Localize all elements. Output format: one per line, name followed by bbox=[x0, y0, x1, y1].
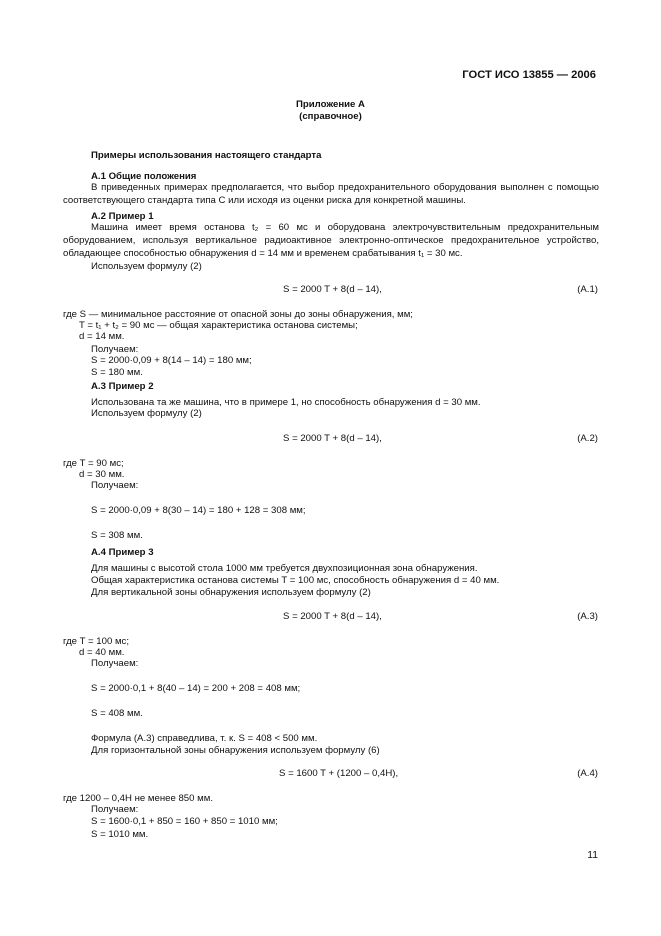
formula-a4-number: (А.4) bbox=[577, 768, 598, 779]
a3-use-formula: Используем формулу (2) bbox=[91, 408, 202, 419]
a3-where-1: где T = 90 мс; bbox=[63, 458, 124, 469]
a2-where-1: где S — минимальное расстояние от опасной зоны до зоны обнаружения, мм; bbox=[63, 309, 413, 320]
section-title: Примеры использования настоящего стандарта bbox=[91, 150, 322, 161]
a3-calc-2: S = 308 мм. bbox=[91, 530, 143, 541]
a4-where-1: где T = 100 мс; bbox=[63, 636, 130, 647]
a2-heading: А.2 Пример 1 bbox=[91, 211, 154, 222]
a2-get: Получаем: bbox=[91, 344, 139, 355]
a4-valid: Формула (А.3) справедлива, т. к. S = 408 < 500 мм. bbox=[91, 733, 318, 744]
a4-paragraph-1: Для машины с высотой стола 1000 мм требуется двухпозиционная зона обнаружения. bbox=[91, 563, 478, 574]
a2-where-3: d = 14 мм. bbox=[79, 331, 125, 342]
a3-paragraph: Использована та же машина, что в примере 1, но способность обнаружения d = 30 мм. bbox=[91, 397, 481, 408]
a4-where-2: d = 40 мм. bbox=[79, 647, 125, 658]
a3-get: Получаем: bbox=[91, 480, 139, 491]
formula-a2-number: (А.2) bbox=[577, 433, 598, 444]
a4-calc-4: S = 1010 мм. bbox=[91, 829, 149, 840]
a3-heading: А.3 Пример 2 bbox=[91, 381, 154, 392]
a2-calc-2: S = 180 мм. bbox=[91, 367, 143, 378]
page-number: 11 bbox=[587, 850, 598, 861]
a2-calc-1: S = 2000·0,09 + 8(14 – 14) = 180 мм; bbox=[91, 355, 252, 366]
formula-a2: S = 2000 T + 8(d – 14), bbox=[283, 433, 382, 444]
appendix-subtitle: (справочное) bbox=[299, 111, 362, 122]
formula-a3-number: (А.3) bbox=[577, 611, 598, 622]
a4-get-2: Получаем: bbox=[91, 804, 139, 815]
appendix-title: Приложение А bbox=[296, 99, 365, 110]
a4-get: Получаем: bbox=[91, 658, 139, 669]
a3-where-2: d = 30 мм. bbox=[79, 469, 125, 480]
a2-use-formula: Используем формулу (2) bbox=[91, 261, 202, 272]
formula-a4: S = 1600 T + (1200 – 0,4H), bbox=[279, 768, 399, 779]
a3-calc-1: S = 2000·0,09 + 8(30 – 14) = 180 + 128 = 308 мм; bbox=[91, 505, 306, 516]
a4-horizontal: Для горизонтальной зоны обнаружения используем формулу (6) bbox=[91, 745, 380, 756]
a4-heading: А.4 Пример 3 bbox=[91, 547, 154, 558]
a4-paragraph-2: Общая характеристика останова системы T = 100 мс, способность обнаружения d = 40 мм. bbox=[91, 575, 500, 586]
a4-calc-1: S = 2000·0,1 + 8(40 – 14) = 200 + 208 = 408 мм; bbox=[91, 683, 301, 694]
a4-calc-2: S = 408 мм. bbox=[91, 708, 143, 719]
a2-paragraph: Машина имеет время останова t₂ = 60 мс и оборудована электрочувствительным предохранительным оборудованием, используя вертикальное радиоактивное электронно-оптическое предохранительное устройство, обладающее способностью обнаружения d = 14 мм и временем срабатывания t₁ = 30 мс. bbox=[63, 222, 599, 259]
a4-where-3: где 1200 – 0,4H не менее 850 мм. bbox=[63, 793, 214, 804]
formula-a3: S = 2000 T + 8(d – 14), bbox=[283, 611, 382, 622]
a1-heading: А.1 Общие положения bbox=[91, 171, 197, 182]
document-id: ГОСТ ИСО 13855 — 2006 bbox=[462, 69, 596, 81]
a1-paragraph: В приведенных примерах предполагается, что выбор предохранительного оборудования выполнен с помощью соответствующего стандарта типа С или исходя из оценки риска для конкретной машины. bbox=[63, 182, 599, 206]
a2-where-2: T = t₁ + t₂ = 90 мс — общая характеристика останова системы; bbox=[79, 320, 358, 331]
a4-paragraph-3: Для вертикальной зоны обнаружения используем формулу (2) bbox=[91, 587, 371, 598]
a4-calc-3: S = 1600·0,1 + 850 = 160 + 850 = 1010 мм; bbox=[91, 816, 278, 827]
formula-a1-number: (А.1) bbox=[577, 284, 598, 295]
formula-a1: S = 2000 T + 8(d – 14), bbox=[283, 284, 382, 295]
